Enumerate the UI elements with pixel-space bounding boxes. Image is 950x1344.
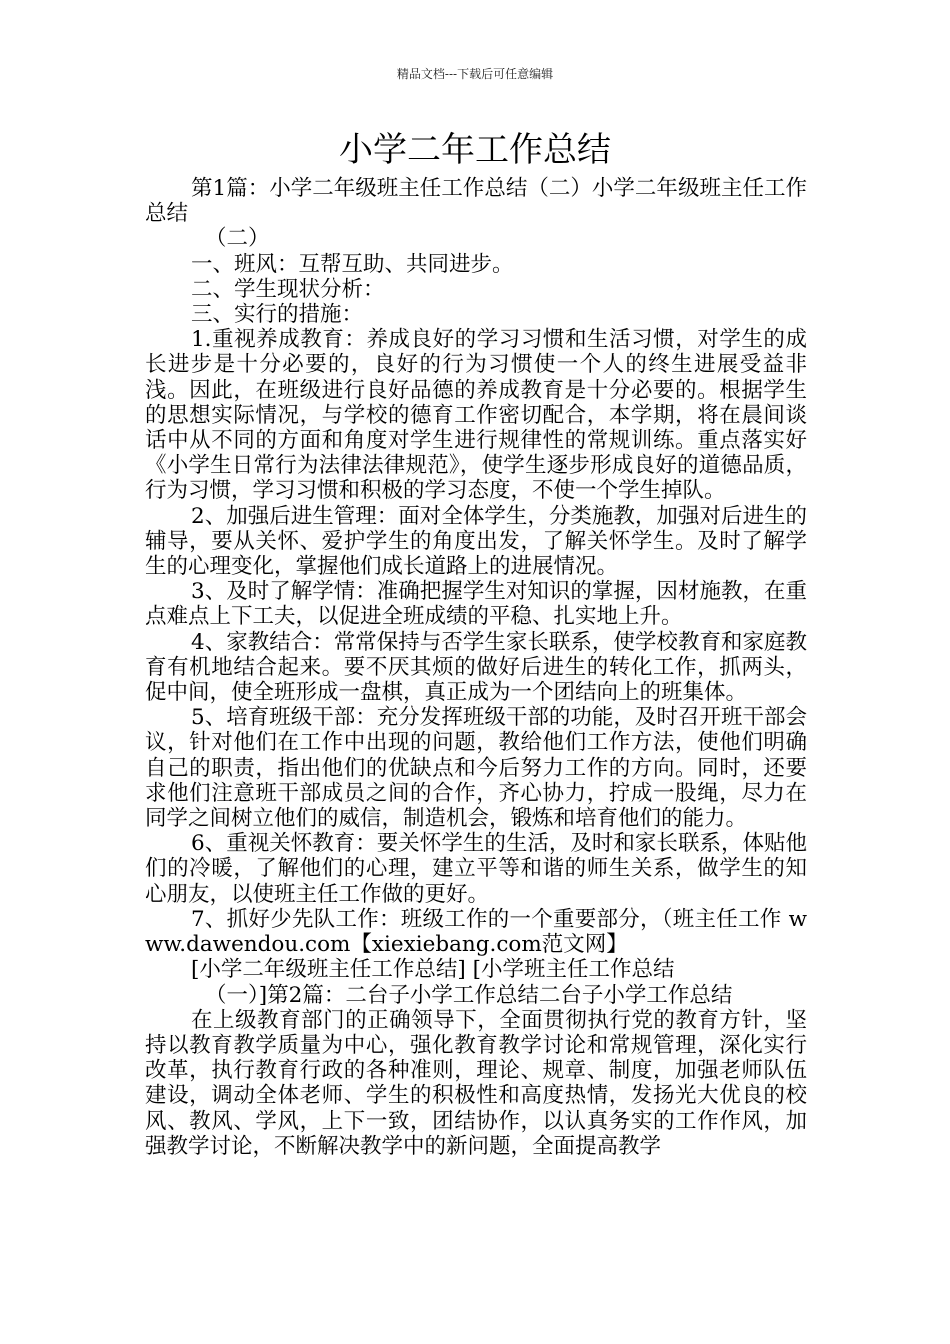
document-body xyxy=(145,176,807,1159)
paragraph-measure-1: 1.重视养成教育：养成良好的学习习惯和生活习惯，对学生的成长进步是十分必要的，良好的行为习惯使一个人的终生进展受益非浅。因此，在班级进行良好品德的养成教育是十分必要的。根据学生的思想实际情况，与学校的德育工作密切配合，本学期，将在晨间谈话中从不同的方面和角度对学生进行规律性的常规训练。重点落实好《小学生日常行为法律法律规范》，使学生逐步形成良好的道德品质，行为习惯，学习习惯和积极的学习态度，不使一个学生掉队。 xyxy=(145,327,807,504)
paragraph-measure-6: 6、重视关怀教育：要关怀学生的生活，及时和家长联系，体贴他们的冷暖，了解他们的心理，建立平等和谐的师生关系，做学生的知心朋友，以使班主任工作做的更好。 xyxy=(145,831,807,907)
paragraph-measure-7: 7、抓好少先队工作：班级工作的一个重要部分，（班主任工作 www.dawendou.com【xiexiebang.com范文网】 xyxy=(145,906,807,958)
paragraph-measure-5: 5、培育班级干部：充分发挥班级干部的功能，及时召开班干部会议，针对他们在工作中出现的问题，教给他们工作方法，使他们明确自己的职责，指出他们的优缺点和今后努力工作的方向。同时，还要求他们注意班干部成员之间的合作，齐心协力，拧成一股绳，尽力在同学之间树立他们的威信，制造机会，锻炼和培育他们的能力。 xyxy=(145,705,807,832)
paragraph-class-spirit: 一、班风：互帮互助、共同进步。 xyxy=(191,251,514,277)
document-title: 小学二年工作总结 xyxy=(339,130,611,170)
paragraph-part-label: （二） xyxy=(205,226,270,252)
paragraph-part1-heading: 第1篇：小学二年级班主任工作总结（二）小学二年级班主任工作总结 xyxy=(145,176,807,227)
paragraph-measure-4: 4、家教结合：常常保持与否学生家长联系，使学校教育和家庭教育有机地结合起来。要不厌其烦的做好后进生的转化工作，抓两头，促中间，使全班形成一盘棋，真正成为一个团结向上的班集体。 xyxy=(145,629,807,706)
paragraph-measure-2: 2、加强后进生管理：面对全体学生，分类施教，加强对后进生的辅导，要从关怀、爱护学生的角度出发，了解关怀学生。及时了解学生的心理变化，掌握他们成长道路上的进展情况。 xyxy=(145,503,807,580)
paragraph-measure-3: 3、及时了解学情：准确把握学生对知识的掌握，因材施教，在重点难点上下工夫，以促进全班成绩的平稳、扎实地上升。 xyxy=(145,579,807,630)
paragraph-measures: 三、实行的措施： xyxy=(191,302,364,328)
paragraph-related-links: [小学二年级班主任工作总结] [小学班主任工作总结 xyxy=(191,957,675,983)
paragraph-student-analysis: 二、学生现状分析： xyxy=(191,276,385,302)
page-header-note: 精品文档---下载后可任意编辑 xyxy=(396,67,554,81)
paragraph-part2-heading: （一）]第2篇：二台子小学工作总结二台子小学工作总结 xyxy=(205,982,733,1008)
paragraph-part2-body: 在上级教育部门的正确领导下，全面贯彻执行党的教育方针，坚持以教育教学质量为中心，强化教育教学讨论和常规管理，深化实行改革，执行教育行政的各种准则，理论、规章、制度，加强老师队伍建设，调动全体老师、学生的积极性和高度热情，发扬光大优良的校风、教风、学风，上下一致，团结协作，以认真务实的工作作风，加强教学讨论，不断解决教学中的新问题，全面提高教学 xyxy=(145,1007,807,1159)
